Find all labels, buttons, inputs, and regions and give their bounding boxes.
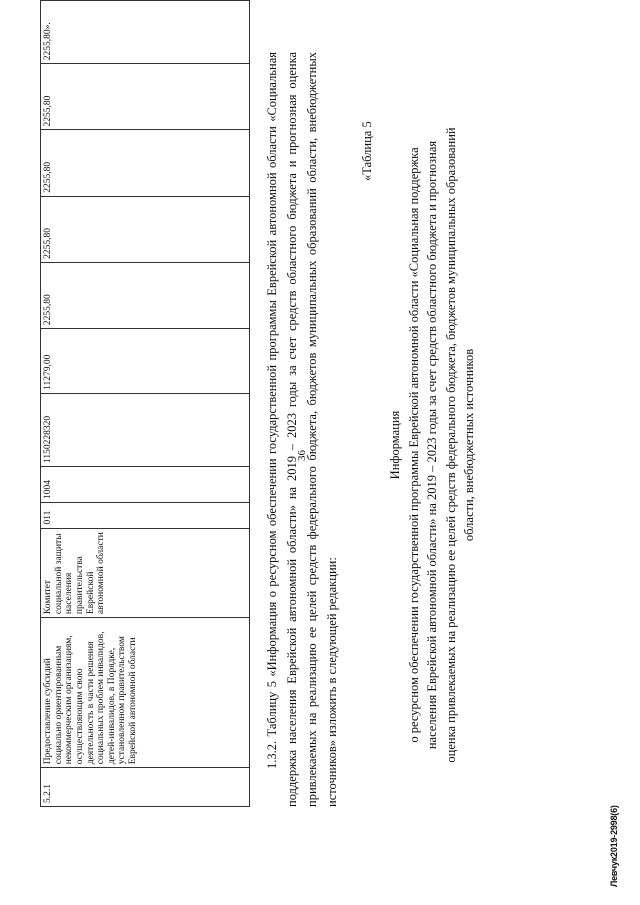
heading-line: оценка привлекаемых на реализацию ее целей средств федерального бюджета, бюджетов муниципальных образований	[443, 127, 458, 763]
table-cell-target-article: 1150228320	[41, 393, 250, 466]
table-cell-measure: Предоставление субсидий социально ориентированным некоммерческим организациям, осуществляющим свою деятельность в части решения социальных проблем инвалидов, детей-инвалидов, в Порядке, установленном правительством Еврейской автономной области	[41, 618, 250, 768]
table-cell-section: 1004	[41, 467, 250, 503]
resource-table	[40, 0, 250, 807]
heading-line: о ресурсном обеспечении государственной программы Еврейской автономной области «Социальная поддержка	[406, 147, 421, 743]
table-cell-2020: 2255,80	[41, 196, 250, 262]
table-label: «Таблица 5	[360, 121, 374, 181]
table-row	[41, 1, 250, 807]
table-cell-grbs: 011	[41, 503, 250, 529]
table-cell-executor: Комитет социальной защиты населения правительства Еврейской автономной области	[41, 528, 250, 618]
heading-line: области, внебюджетных источников	[462, 348, 476, 542]
table-heading	[386, 75, 479, 815]
table-cell-2019: 2255,80	[41, 262, 250, 328]
page-number: 36	[296, 450, 308, 461]
table-cell-2023: 2255,80».	[41, 1, 250, 64]
table-cell-2021: 2255,80	[41, 130, 250, 196]
heading-title: Информация	[388, 410, 402, 480]
table-cell-2022: 2255,80	[41, 64, 250, 130]
amendment-paragraph: 1.3.2. Таблицу 5 «Информация о ресурсном обеспечении государственной программы Еврейской автономной области «Социальная поддержка населения Еврейской автономной области» на 2019 – 2023 годы за счет средств областного бюджета и прогнозная оценка привлекаемых на реализацию ее целей средств федерального бюджета, бюджетов муниципальных образований области, внебюджетных источников» изложить в следующей редакции:	[265, 52, 339, 807]
heading-line: населения Еврейской автономной области» на 2019 – 2023 годы за счет средств областного бюджета и прогнозная	[425, 140, 439, 750]
document-code: Левчук2019-2998(6)	[609, 805, 619, 887]
table-cell-total: 11279,00	[41, 329, 250, 394]
table-cell-number: 5.2.1	[41, 768, 250, 807]
